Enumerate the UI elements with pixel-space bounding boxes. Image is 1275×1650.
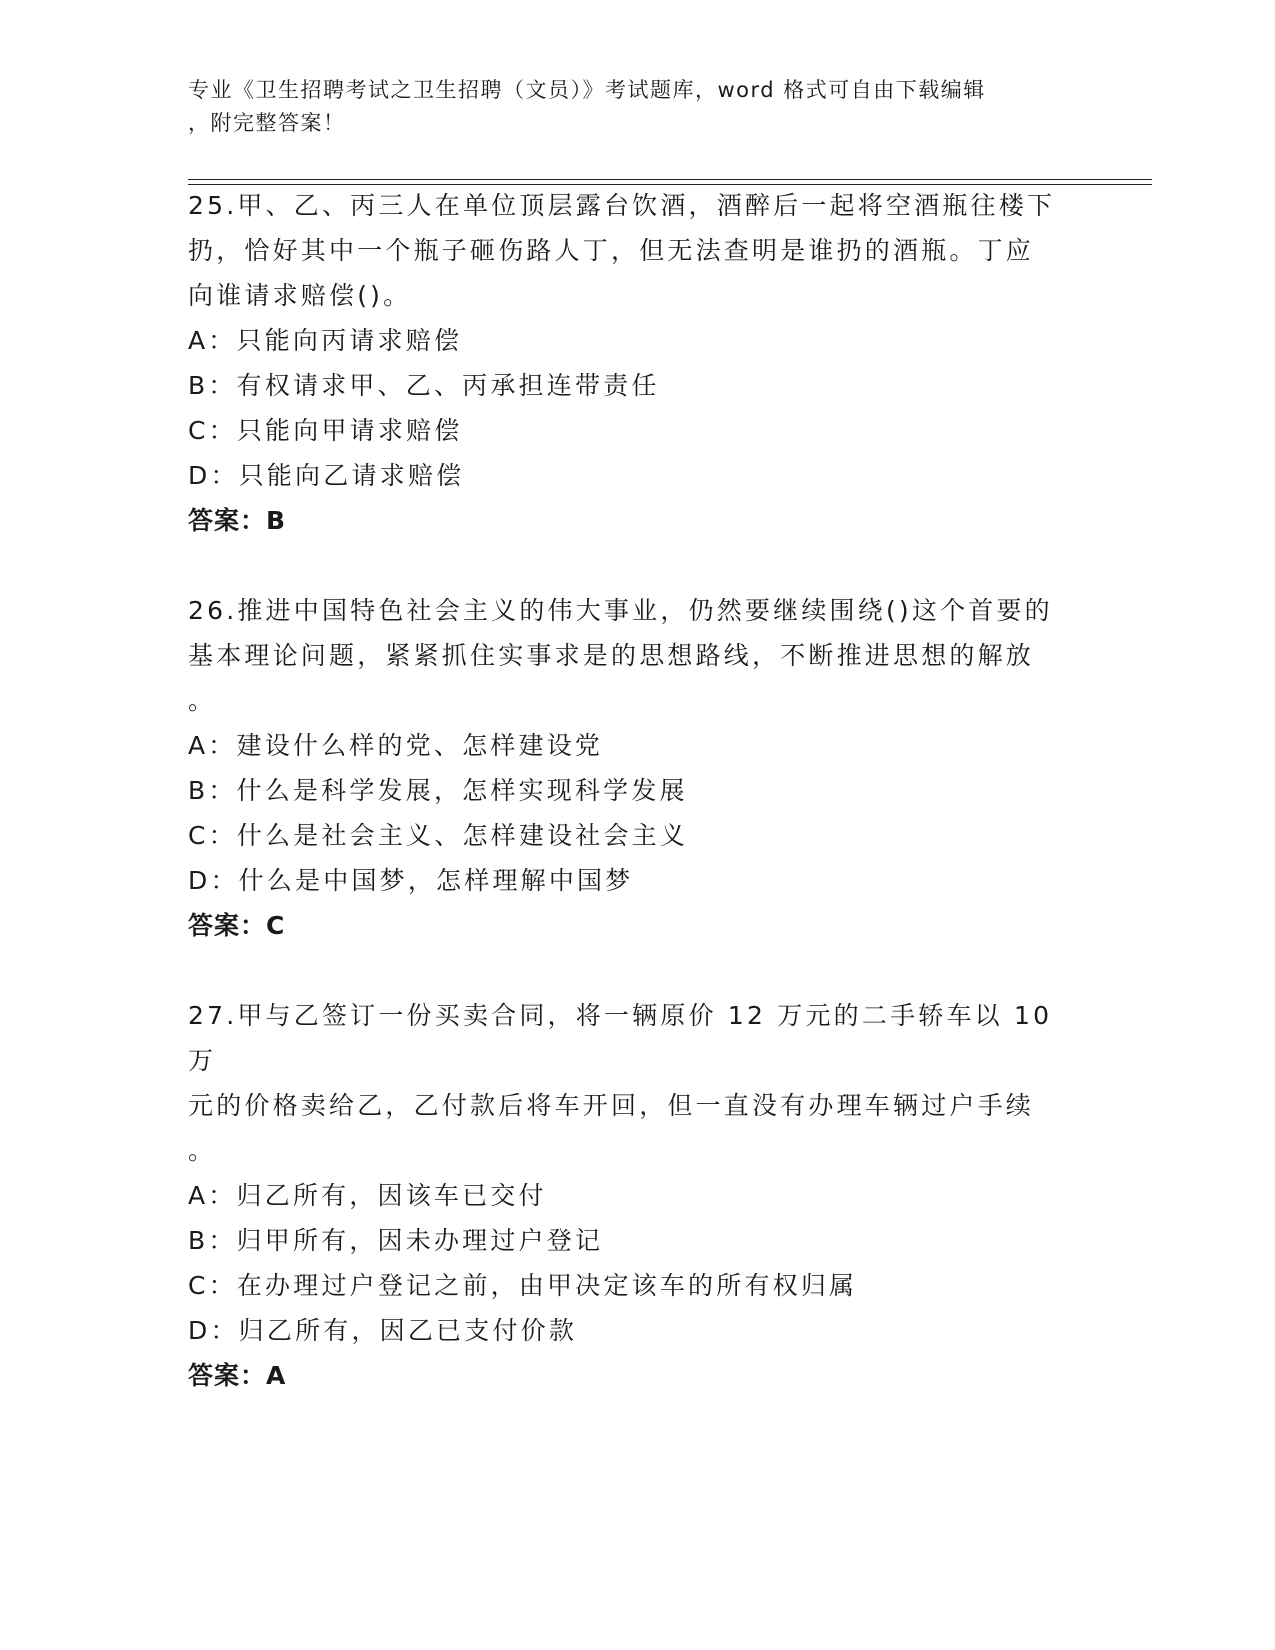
question-stem-line: 25.甲、乙、丙三人在单位顶层露台饮酒，酒醉后一起将空酒瓶往楼下	[188, 191, 1056, 220]
option-b: B：有权请求甲、乙、丙承担连带责任	[188, 371, 660, 400]
question-27	[188, 993, 1088, 1398]
option-a: A：建设什么样的党、怎样建设党	[188, 731, 604, 760]
question-stem-line: 向谁请求赔偿()。	[188, 281, 412, 310]
answer: 答案：B	[188, 506, 287, 535]
answer: 答案：C	[188, 911, 286, 940]
option-c: C：只能向甲请求赔偿	[188, 416, 463, 445]
option-d: D：只能向乙请求赔偿	[188, 461, 465, 490]
option-d: D：什么是中国梦，怎样理解中国梦	[188, 866, 634, 895]
document-header	[188, 74, 1068, 140]
question-25	[188, 183, 1088, 543]
header-line-2: ，附完整答案！	[188, 111, 346, 135]
header-rule-top	[188, 179, 1152, 180]
option-b: B：什么是科学发展，怎样实现科学发展	[188, 776, 688, 805]
question-26	[188, 588, 1088, 948]
question-stem-line: 元的价格卖给乙，乙付款后将车开回，但一直没有办理车辆过户手续	[188, 1091, 1035, 1120]
header-line-1: 专业《卫生招聘考试之卫生招聘（文员）》考试题库，word 格式可自由下载编辑	[188, 78, 986, 102]
question-stem-line: 基本理论问题，紧紧抓住实事求是的思想路线，不断推进思想的解放	[188, 641, 1035, 670]
option-a: A：归乙所有，因该车已交付	[188, 1181, 547, 1210]
option-c: C：什么是社会主义、怎样建设社会主义	[188, 821, 689, 850]
question-stem-line: 。	[188, 1136, 217, 1165]
option-a: A：只能向丙请求赔偿	[188, 326, 463, 355]
option-b: B：归甲所有，因未办理过户登记	[188, 1226, 604, 1255]
question-stem-line: 26.推进中国特色社会主义的伟大事业，仍然要继续围绕()这个首要的	[188, 596, 1053, 625]
question-stem-line: 扔，恰好其中一个瓶子砸伤路人丁，但无法查明是谁扔的酒瓶。丁应	[188, 236, 1035, 265]
question-stem-line: 27.甲与乙签订一份买卖合同，将一辆原价 12 万元的二手轿车以 10 万	[188, 1001, 1053, 1075]
question-stem-line: 。	[188, 686, 217, 715]
option-d: D：归乙所有，因乙已支付价款	[188, 1316, 578, 1345]
option-c: C：在办理过户登记之前，由甲决定该车的所有权归属	[188, 1271, 858, 1300]
answer: 答案：A	[188, 1361, 287, 1390]
